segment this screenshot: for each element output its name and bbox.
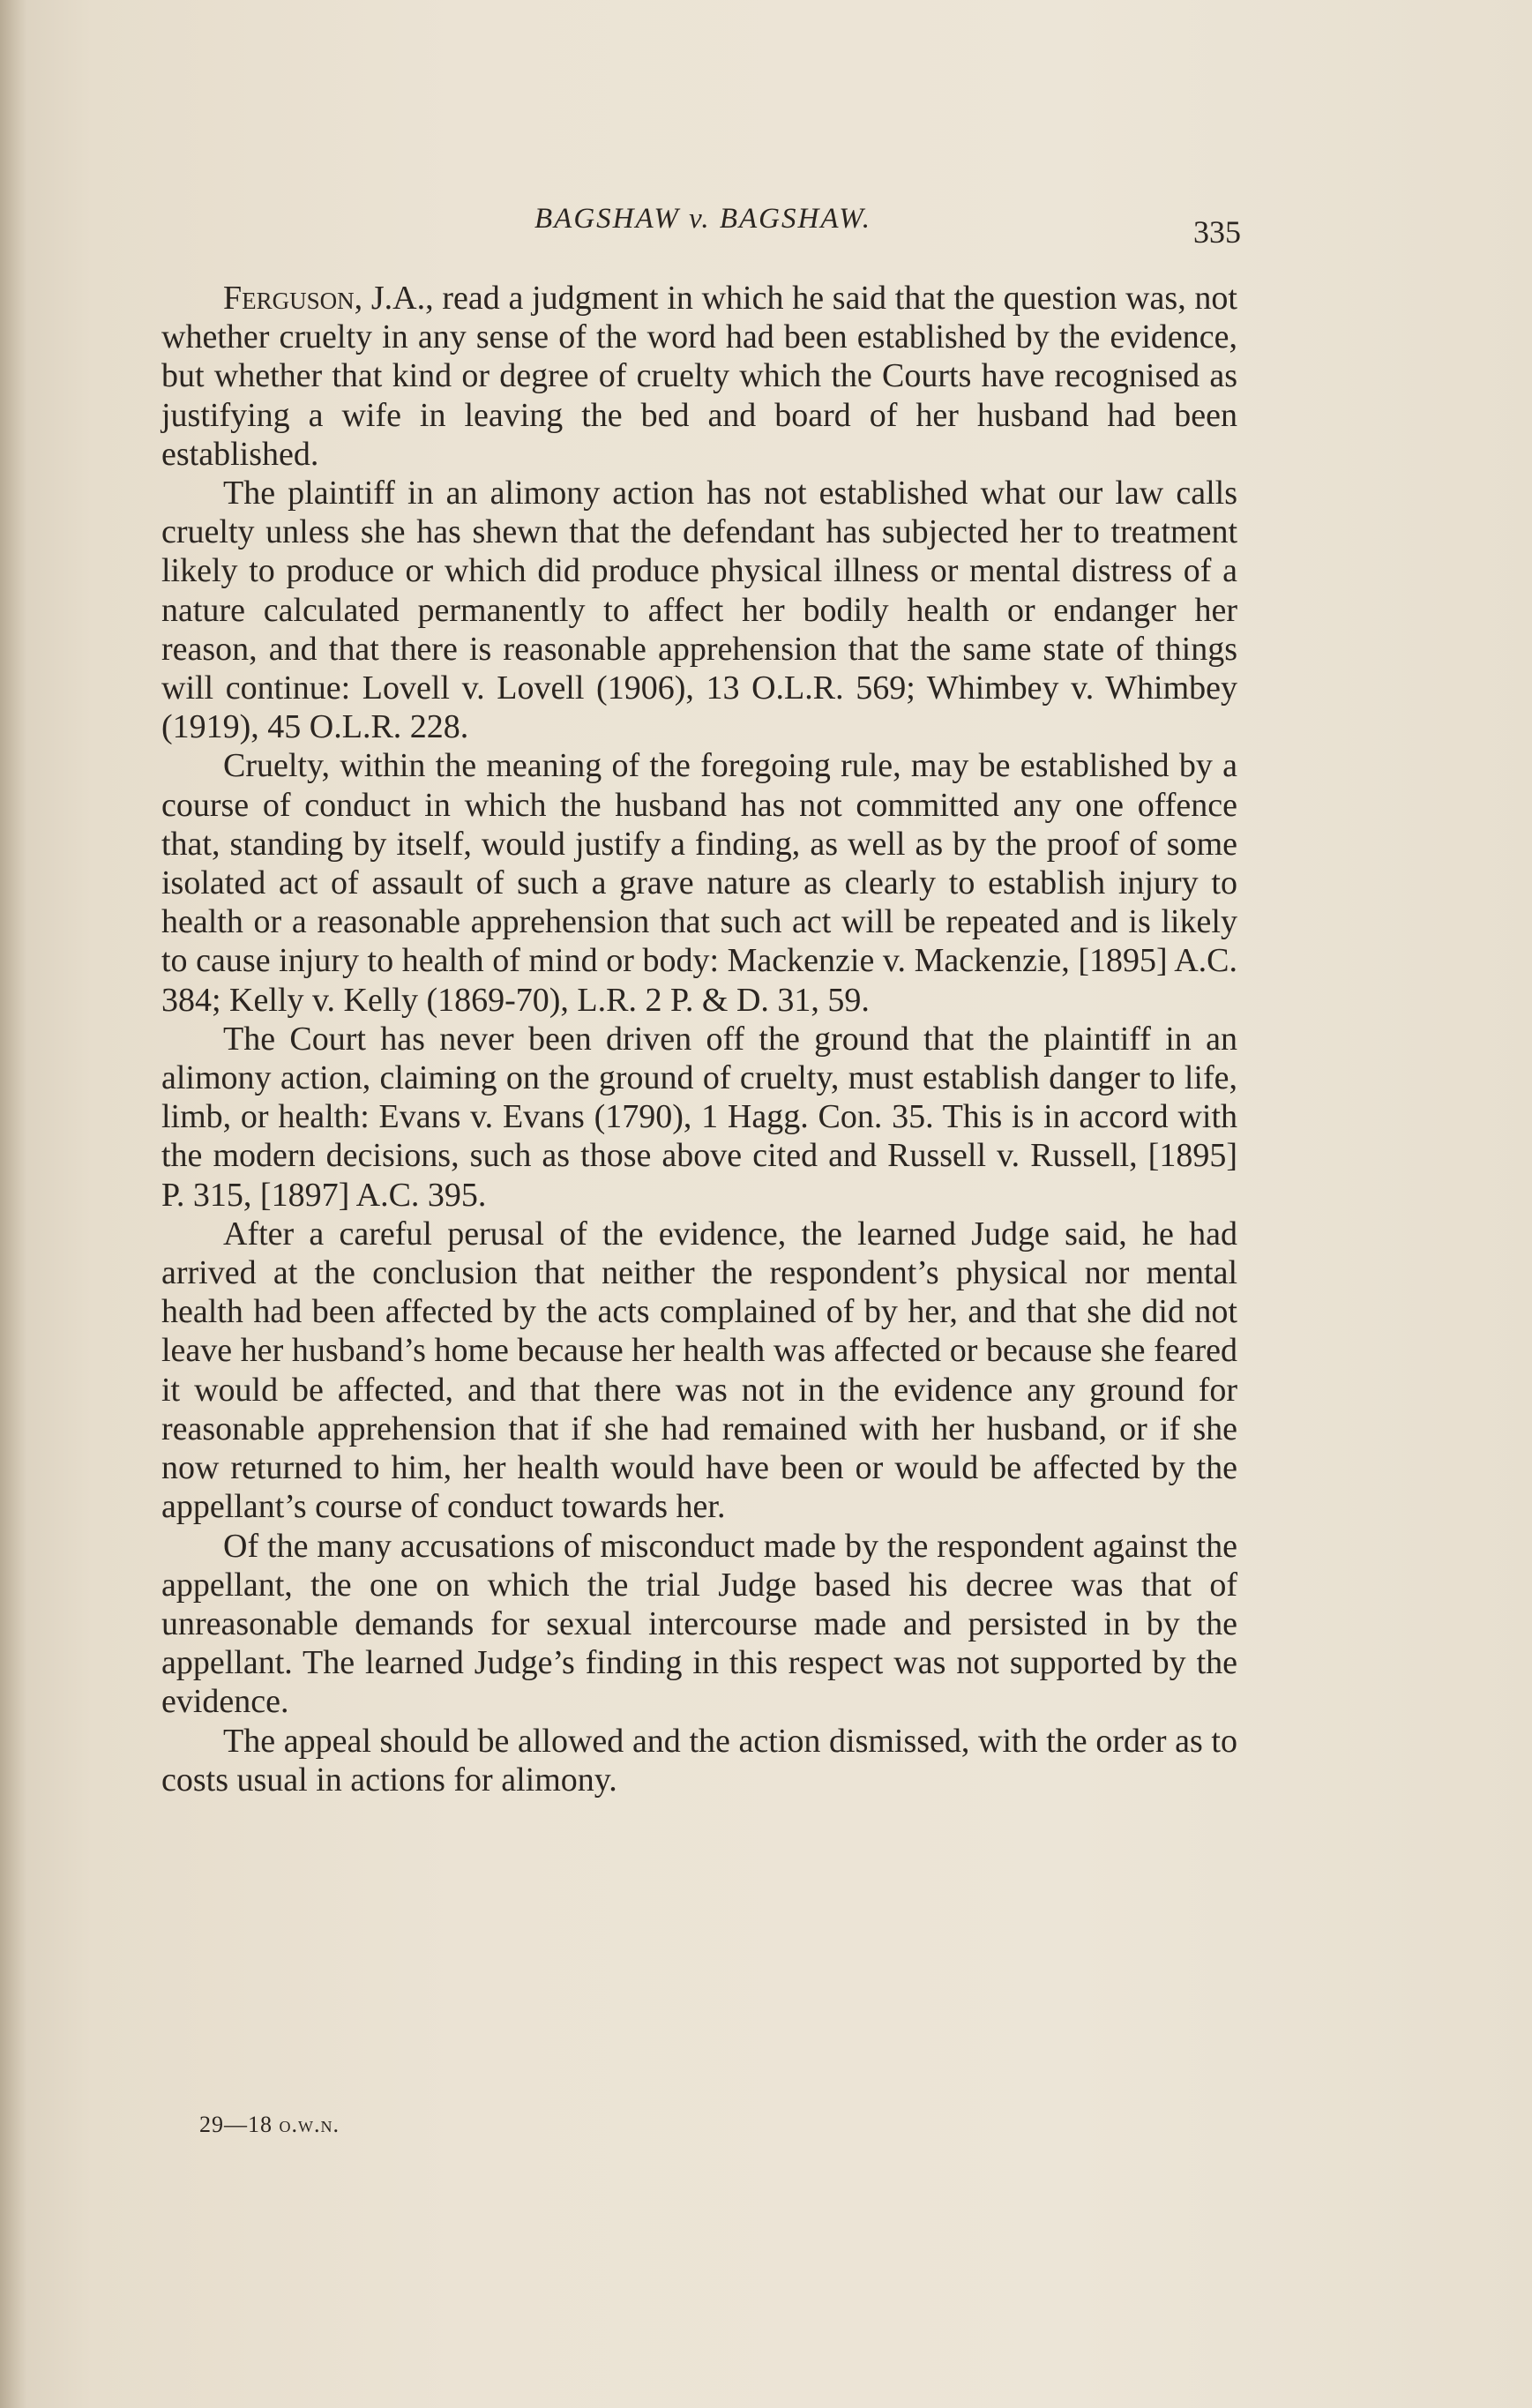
paragraph-3: Cruelty, within the meaning of the foregoing rule, may be established by a course of conduct in which the husband has not committed any one offence that, standing by itself, would justify a finding, as well as by the proof of some isolated act of assault of such a grave nature as clearly to establish injury to health or a reasonable apprehension that such act will be repeated and is likely to cause injury to health of mind or body: Mackenzie v. Mackenzie, [1895] A.C. 384; Kelly v. Kelly (1869-70), L.R. 2 P. & D. 31, 59. <box>161 747 1237 1019</box>
signature-mark <box>199 2112 340 2138</box>
judgment-text <box>161 279 1237 1799</box>
signature-label: o.w.n. <box>279 2112 340 2137</box>
running-title: BAGSHAW v. BAGSHAW. <box>534 203 871 235</box>
paragraph-6: Of the many accusations of misconduct made by the respondent against the appellant, the one on which the trial Judge based his decree was that of unreasonable demands for sexual intercourse made and persisted in by the appellant. The learned Judge’s finding in this respect was not supported by the evidence. <box>161 1527 1237 1721</box>
running-head <box>165 196 1241 249</box>
page-number: 335 <box>1193 214 1241 250</box>
judge-name: Ferguson <box>223 280 355 317</box>
signature-number: 29—18 <box>199 2112 273 2137</box>
paragraph-4: The Court has never been driven off the ground that the plaintiff in an alimony action, claiming on the ground of cruelty, must establish danger to life, limb, or health: Evans v. Evans (1790), 1 Hagg. Con. 35. This is in accord with the modern decisions, such as those above cited and Russell v. Russell, [1895] P. 315, [1897] A.C. 395. <box>161 1020 1237 1214</box>
paragraph-1-text: , J.A., read a judgment in which he said that the question was, not whether cruelty in any sense of the word had been established by the evidence, but whether that kind or degree of cruelty which the Courts have recognised as justifying a wife in leaving the bed and board of her husband had been established. <box>161 280 1237 473</box>
paragraph-1 <box>161 279 1237 474</box>
page-spine-shadow <box>0 0 26 2408</box>
paragraph-7: The appeal should be allowed and the action dismissed, with the order as to costs usual in actions for alimony. <box>161 1722 1237 1799</box>
paragraph-5: After a careful perusal of the evidence, the learned Judge said, he had arrived at the conclusion that neither the respondent’s physical nor mental health had been affected by the acts complained of by her, and that she did not leave her husband’s home because her health was affected or because she feared it would be affected, and that there was not in the evidence any ground for reasonable apprehension that if she had remained with her husband, or if she now returned to him, her health would have been or would be affected by the appellant’s course of conduct towards her. <box>161 1215 1237 1526</box>
paragraph-2: The plaintiff in an alimony action has not established what our law calls cruelty unless she has shewn that the defendant has subjected her to treatment likely to produce or which did produce physical illness or mental distress of a nature calculated permanently to affect her bodily health or endanger her reason, and that there is reasonable apprehension that the same state of things will continue: Lovell v. Lovell (1906), 13 O.L.R. 569; Whimbey v. Whimbey (1919), 45 O.L.R. 228. <box>161 475 1237 746</box>
